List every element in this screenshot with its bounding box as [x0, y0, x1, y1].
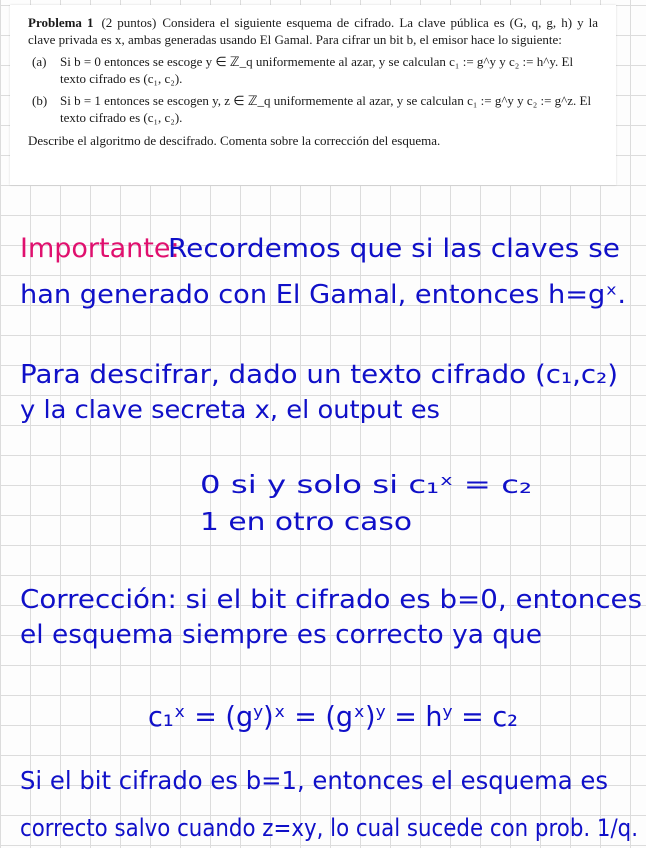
output-zero-case: 0 si y solo si c₁ˣ = c₂ [200, 470, 532, 499]
item-label: (b) [32, 93, 48, 108]
final-line-2: correcto salvo cuando z=xy, lo cual sucede con prob. 1/q. [20, 814, 638, 842]
problem-intro-text: Considera el siguiente esquema de cifrado. La clave pública es (G, q, g, h) y la clave privada es x, ambas generadas usando El Gamal. Para cifrar un bit b, el emisor hace lo siguiente: [28, 15, 598, 47]
problem-heading: Problema 1 [28, 15, 94, 30]
correction-line-1: Corrección: si el bit cifrado es b=0, entonces [20, 585, 642, 615]
problem-points: (2 puntos) [101, 15, 157, 30]
item-label: (a) [32, 54, 47, 69]
important-label: Importante: [20, 233, 180, 264]
important-line-2: han generado con El Gamal, entonces h=gˣ. [20, 280, 626, 310]
final-line-1: Si el bit cifrado es b=1, entonces el esquema es [20, 766, 608, 795]
decrypt-line-1: Para descifrar, dado un texto cifrado (c₁,c₂) [20, 360, 618, 390]
item-text: Si b = 1 entonces se escogen y, z ∈ ℤ_q uniformemente al azar, y se calculan c₁ := g^y y c₂ := g^z. El texto cifrado es (c₁, c₂). [60, 93, 592, 125]
correctness-equation: c₁ˣ = (gʸ)ˣ = (gˣ)ʸ = hʸ = c₂ [148, 700, 518, 733]
item-text: Si b = 0 entonces se escoge y ∈ ℤ_q uniformemente al azar, y se calculan c₁ := g^y y c₂ := h^y. El texto cifrado es (c₁, c₂). [60, 54, 574, 86]
important-line-1: Recordemos que si las claves se [168, 234, 620, 264]
correction-line-2: el esquema siempre es correcto ya que [20, 620, 542, 650]
output-one-case: 1 en otro caso [200, 507, 412, 536]
decrypt-line-2: y la clave secreta x, el output es [20, 395, 441, 424]
problem-conclusion: Describe el algoritmo de descifrado. Comenta sobre la corrección del esquema. [28, 133, 441, 148]
